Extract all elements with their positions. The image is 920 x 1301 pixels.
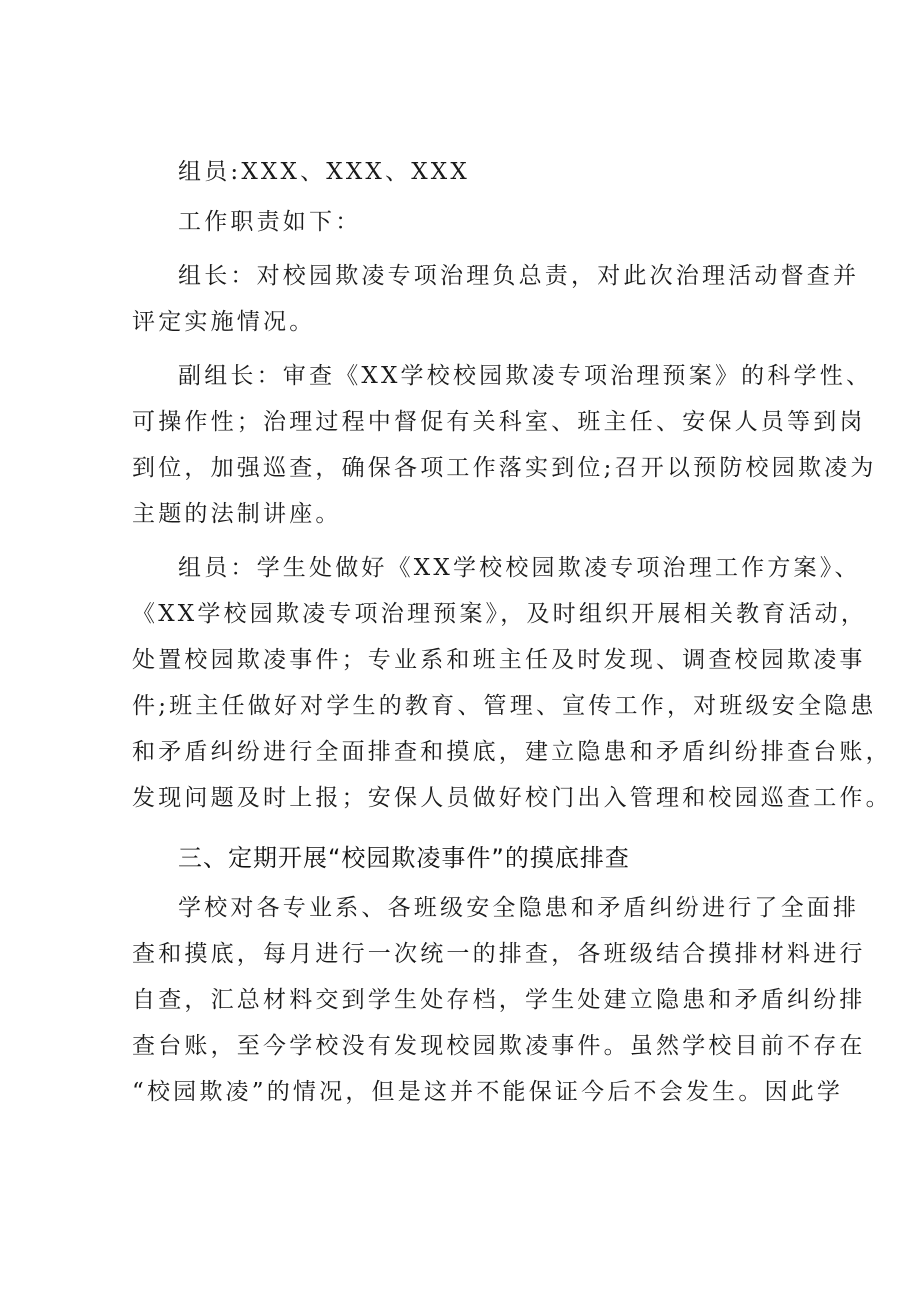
section-paragraph-line: “校园欺凌”的情况，但是这并不能保证今后不会发生。因此学 [132,1079,844,1105]
members-paragraph-line: 发现问题及时上报；安保人员做好校门出入管理和校园巡查工作。 [132,785,892,811]
deputy-paragraph-line: 副组长：审查《XX学校校园欺凌专项治理预案》的科学性、 [178,363,873,389]
section-paragraph-line: 查台账，至今学校没有发现校园欺凌事件。虽然学校目前不存在 [132,1033,866,1059]
members-line: 组员:XXX、XXX、XXX [178,159,470,185]
duties-intro: 工作职责如下： [178,209,362,235]
leader-paragraph-line: 评定实施情况。 [132,309,316,335]
members-paragraph-line: 组员：学生处做好《XX学校校园欺凌专项治理工作方案》、 [178,555,861,581]
deputy-paragraph-line: 可操作性；治理过程中督促有关科室、班主任、安保人员等到岗 [132,409,866,435]
members-paragraph-line: 《XX学校园欺凌专项治理预案》，及时组织开展相关教育活动， [132,601,868,627]
members-paragraph-line: 和矛盾纠纷进行全面排查和摸底，建立隐患和矛盾纠纷排查台账， [132,739,892,765]
deputy-paragraph-line: 到位，加强巡查，确保各项工作落实到位;召开以预防校园欺凌为 [132,455,877,481]
section-heading: 三、定期开展“校园欺凌事件”的摸底排查 [178,844,630,872]
leader-paragraph-line: 组长：对校园欺凌专项治理负总责，对此次治理活动督查并 [178,263,860,289]
section-paragraph-line: 查和摸底，每月进行一次统一的排查，各班级结合摸排材料进行 [132,941,866,967]
members-paragraph-line: 件;班主任做好对学生的教育、管理、宣传工作，对班级安全隐患 [132,693,877,719]
section-paragraph-line: 自查，汇总材料交到学生处存档，学生处建立隐患和矛盾纠纷排 [132,987,866,1013]
members-paragraph-line: 处置校园欺凌事件；专业系和班主任及时发现、调查校园欺凌事 [132,647,866,673]
section-paragraph-line: 学校对各专业系、各班级安全隐患和矛盾纠纷进行了全面排 [178,895,860,921]
deputy-paragraph-line: 主题的法制讲座。 [132,501,342,527]
